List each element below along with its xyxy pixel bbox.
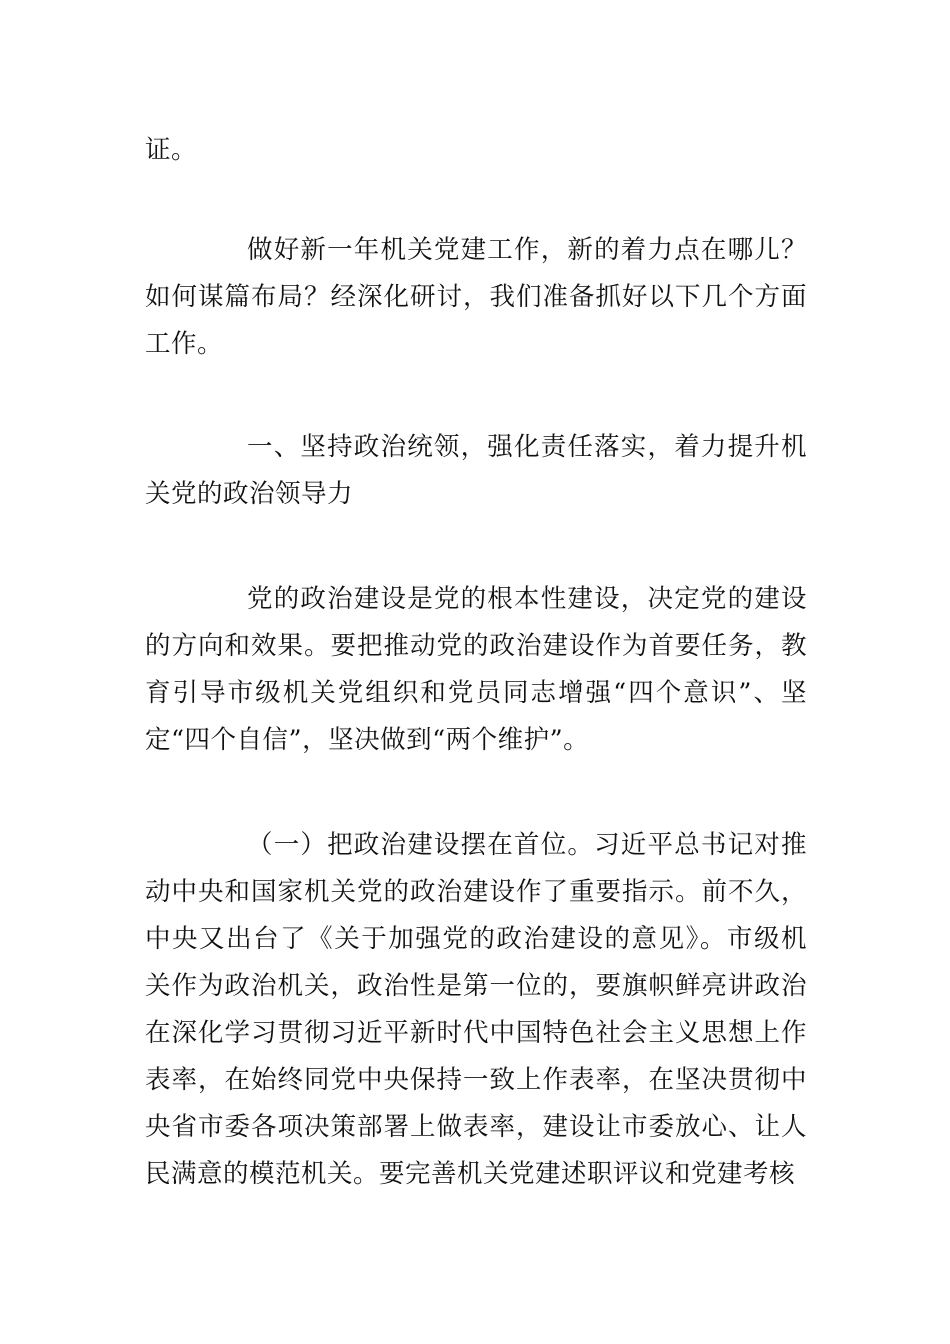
paragraph-body: 党的政治建设是党的根本性建设，决定党的建设的方向和效果。要把推动党的政治建设作为首要任务，教育引导市级机关党组织和党员同志增强“四个意识”、坚定“四个自信”，坚决做到“两个维护”。 [145, 584, 807, 755]
paragraph-continuation: 证。 [145, 135, 198, 165]
subsection-paragraph: （一）把政治建设摆在首位。习近平总书记对推动中央和国家机关党的政治建设作了重要指示。前不久，中央又出台了《关于加强党的政治建设的意见》。市级机关作为政治机关，政治性是第一位的，要旗帜鲜亮讲政治在深化学习贯彻习近平新时代中国特色社会主义思想上作表率，在始终同党中央保持一致上作表率，在坚决贯彻中央省市委各项决策部署上做表率，建设让市委放心、让人民满意的模范机关。要完善机关党建述职评议和党建考核 [145, 830, 807, 1189]
paragraph-intro: 做好新一年机关党建工作，新的着力点在哪儿？如何谋篇布局？经深化研讨，我们准备抓好以下几个方面工作。 [145, 235, 807, 359]
section-heading: 一、坚持政治统领，强化责任落实，着力提升机关党的政治领导力 [145, 432, 807, 509]
